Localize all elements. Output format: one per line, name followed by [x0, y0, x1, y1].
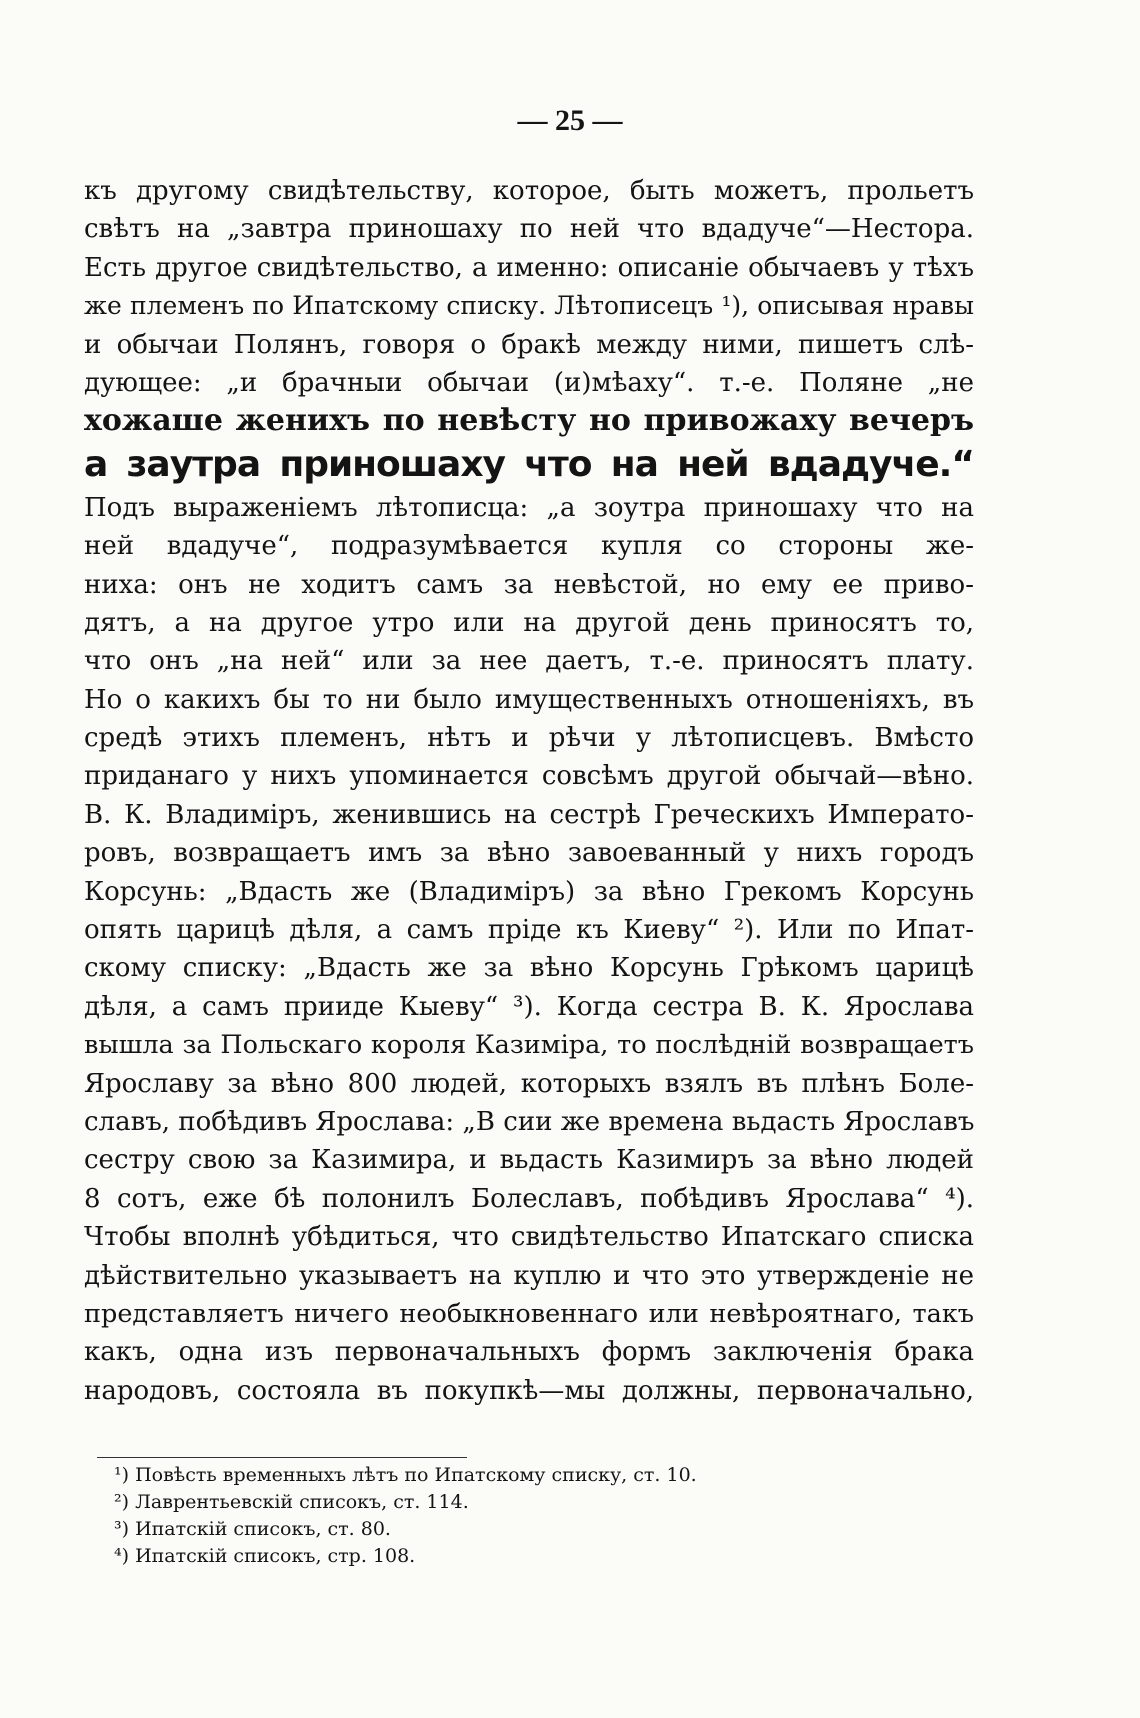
- text-line: 8 сотъ, еже бѣ полонилъ Болеславъ, побѣдивъ Ярослава“ ⁴).: [84, 1183, 974, 1214]
- text-line: дятъ, а на другое утро или на другой день приносятъ то,: [84, 607, 974, 638]
- text-line: ней вдадуче“, подразумѣвается купля со стороны же-: [84, 531, 974, 562]
- slavonic-quote-line: а заутра приношаху что на ней вдадуче.“: [84, 443, 974, 485]
- text-line: Ярославу за вѣно 800 людей, которыхъ взялъ въ плѣнъ Боле-: [84, 1068, 974, 1099]
- text-line: славъ, побѣдивъ Ярослава: „В сии же времена вьдасть Ярославъ: [84, 1106, 974, 1137]
- text-line: вышла за Польскаго короля Казиміра, то послѣдній возвращаетъ: [84, 1030, 974, 1061]
- text-line: дѣйствительно указываетъ на куплю и что это утвержденіе не: [84, 1260, 974, 1291]
- text-line: что онъ „на ней“ или за нее даетъ, т.-е. приносятъ плату.: [84, 646, 974, 677]
- text-line: сестру свою за Казимира, и вьдасть Казимиръ за вѣно людей: [84, 1145, 974, 1176]
- text-line: и обычаи Полянъ, говоря о бракѣ между ними, пишетъ слѣ-: [84, 329, 974, 360]
- text-line: народовъ, состояла въ покупкѣ—мы должны, первоначально,: [84, 1375, 974, 1406]
- text-line: Есть другое свидѣтельство, а именно: описаніе обычаевъ у тѣхъ: [84, 252, 974, 283]
- text-line: Но о какихъ бы то ни было имущественныхъ отношеніяхъ, въ: [84, 684, 974, 715]
- text-line: опять царицѣ дѣля, а самъ пріде къ Киеву“ ²). Или по Ипат-: [84, 915, 974, 946]
- text-line: же племенъ по Ипатскому списку. Лѣтописецъ ¹), описывая нравы: [84, 291, 974, 321]
- text-line: В. К. Владиміръ, женившись на сестрѣ Греческихъ Императо-: [84, 799, 974, 830]
- text-line: средѣ этихъ племенъ, нѣтъ и рѣчи у лѣтописцевъ. Вмѣсто: [84, 723, 974, 754]
- text-line: ниха: онъ не ходитъ самъ за невѣстой, но ему ее приво-: [84, 569, 974, 600]
- text-line: ровъ, возвращаетъ имъ за вѣно завоеванный у нихъ городъ: [84, 838, 974, 869]
- footnote: ⁴) Ипатскій списокъ, стр. 108.: [114, 1545, 416, 1567]
- text-line: къ другому свидѣтельству, которое, быть можетъ, прольетъ: [84, 176, 974, 206]
- text-line: Подъ выраженіемъ лѣтописца: „а зоутра приношаху что на: [84, 492, 974, 523]
- footnote: ¹) Повѣсть временныхъ лѣтъ по Ипатскому списку, ст. 10.: [114, 1464, 697, 1486]
- footnote: ³) Ипатскій списокъ, ст. 80.: [114, 1518, 391, 1540]
- page-number: — 25 —: [517, 104, 623, 137]
- quote-line: хожаше женихъ по невѣсту но привожаху вечеръ: [84, 403, 974, 439]
- text-line: какъ, одна изъ первоначальныхъ формъ заключенія брака: [84, 1337, 974, 1368]
- text-line: приданаго у нихъ упоминается совсѣмъ другой обычай—вѣно.: [84, 761, 974, 792]
- text-line: дѣля, а самъ прииде Кыеву“ ³). Когда сестра В. К. Ярослава: [84, 991, 974, 1022]
- text-line: дующее: „и брачныи обычаи (и)мѣаху“. т.-е. Поляне „не: [84, 367, 974, 398]
- text-line: представляетъ ничего необыкновеннаго или невѣроятнаго, такъ: [84, 1298, 974, 1329]
- text-line: скому списку: „Вдасть же за вѣно Корсунь Грѣкомъ царицѣ: [84, 953, 974, 984]
- text-line: Корсунь: „Вдасть же (Владиміръ) за вѣно Грекомъ Корсунь: [84, 876, 974, 907]
- footnote: ²) Лаврентьевскій списокъ, ст. 114.: [114, 1491, 469, 1513]
- footnotes: [114, 1462, 697, 1570]
- text-line: Чтобы вполнѣ убѣдиться, что свидѣтельство Ипатскаго списка: [84, 1222, 974, 1253]
- text-line: свѣтъ на „завтра приношаху по ней что вдадуче“—Нестора.: [84, 214, 974, 245]
- body-text: [84, 172, 974, 1410]
- footnote-divider: [97, 1457, 467, 1458]
